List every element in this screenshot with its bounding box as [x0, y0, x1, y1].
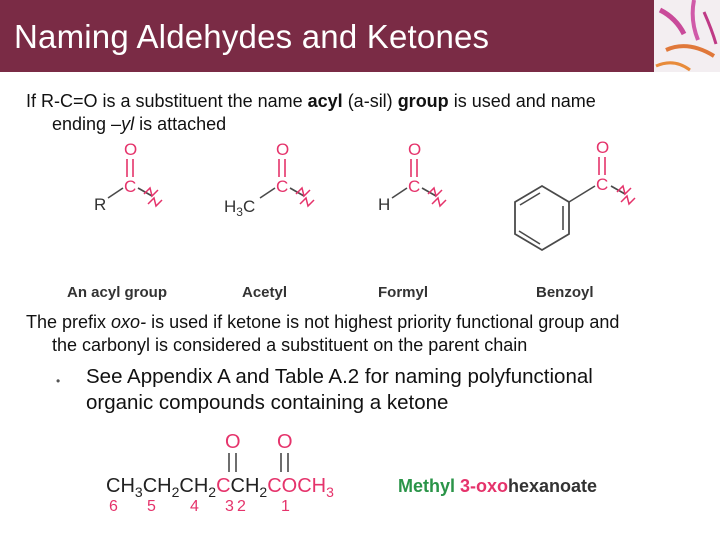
carbon-atom: C: [124, 177, 137, 196]
oxygen-atom: O: [276, 140, 290, 159]
formula-text: $CH_3CH_2CH_2CCH_2COCH_3$: [106, 475, 334, 500]
label-benzoyl: Benzoyl: [536, 284, 594, 301]
hydrogen-atom: H: [378, 195, 391, 214]
bullet-text: See Appendix A and Table A.2 for naming polyfunctional organic compounds containing a ketone: [86, 365, 593, 414]
acyl-groups-figure: [60, 134, 660, 306]
ester-example-figure: [100, 426, 660, 518]
label-acetyl: Acetyl: [242, 284, 288, 301]
oxygen-atom: O: [596, 138, 610, 157]
slide-title: Naming Aldehydes and Ketones: [14, 18, 490, 55]
formyl-structure: [378, 140, 446, 214]
acyl-group-structure: [94, 140, 162, 214]
keto-oxygen: O: [225, 431, 241, 453]
compound-name: Methyl 3-oxohexanoate: [398, 476, 598, 496]
carbon-number: 4: [190, 498, 199, 515]
carbon-number: 5: [147, 498, 156, 515]
acetyl-structure: [224, 140, 314, 219]
label-formyl: Formyl: [378, 284, 429, 301]
oxo-prefix-text: The prefix oxo- is used if ketone is not highest priority functional group and the carbonyl is considered a substituent on the parent chain: [26, 312, 620, 355]
ester-carbonyl-oxygen: O: [277, 431, 293, 453]
acyl-definition-text: If R-C=O is a substituent the name acyl (a-sil) group is used and name ending –yl is attached: [26, 91, 596, 134]
carbon-number: 2: [237, 498, 246, 515]
benzoyl-structure: [515, 138, 635, 250]
appendix-bullet: [56, 364, 696, 416]
carbon-atom: C: [276, 177, 289, 196]
label-acyl-group: An acyl group: [67, 284, 168, 301]
oxygen-atom: O: [408, 140, 422, 159]
carbon-atom: C: [596, 175, 609, 194]
carbon-number: 3: [225, 498, 234, 515]
oxygen-atom: O: [124, 140, 138, 159]
methyl-group: $H_3C$: [224, 197, 256, 219]
flower-image: [654, 0, 720, 72]
carbon-number: 6: [109, 498, 118, 515]
bullet-dot: •: [56, 374, 61, 388]
carbon-number: 1: [281, 498, 290, 515]
r-group: R: [94, 195, 107, 214]
carbon-atom: C: [408, 177, 421, 196]
title-bar: [0, 0, 720, 72]
